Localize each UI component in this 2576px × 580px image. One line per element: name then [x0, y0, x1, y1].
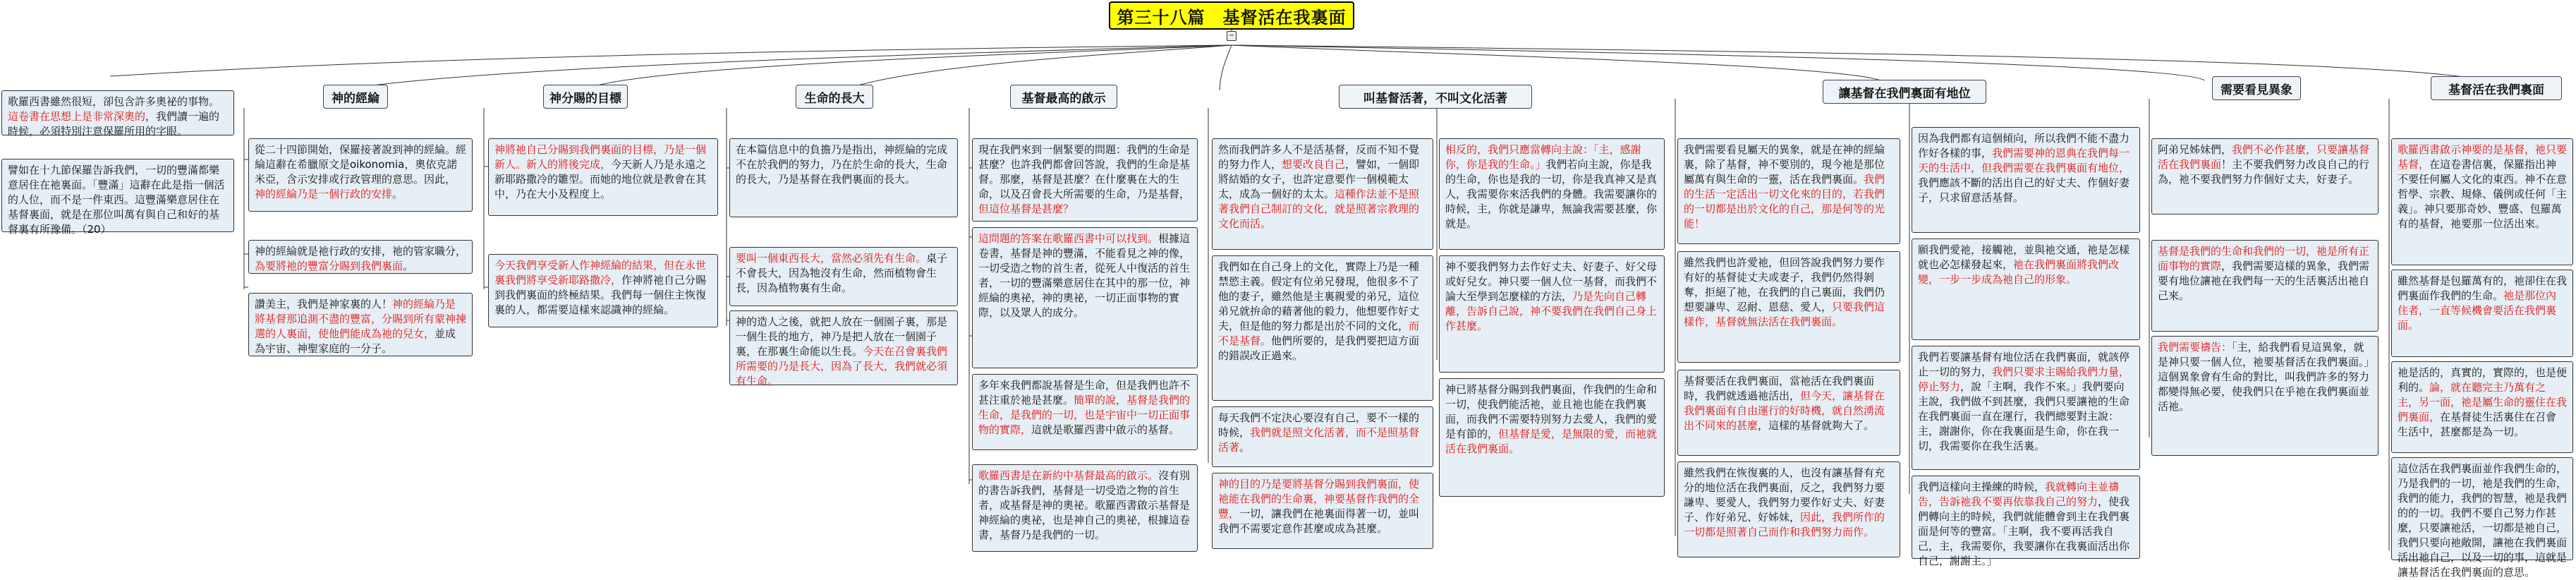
body-text: 雖然基督是包羅萬有的，祂卻住在我們裏面作我們的生命。 [2398, 274, 2568, 302]
body-text: 歌羅西書雖然很短，卻包含許多奧祕的事物。 [8, 95, 220, 108]
body-text: 然而我們許多人不是活基督，反而不知不覺的努力作人， [1218, 143, 1420, 171]
body-text: 今天新人乃是永遠之新耶路撒冷的雛型。而她的地位就是教會在其中，乃在大小及程度上。 [494, 158, 707, 200]
body-text: 我們若要讓基督有地位活在我們裏面，就該停止一切的努力， [1918, 351, 2130, 378]
note-box-growth-3 [729, 310, 958, 385]
note-box-lives-1 [2391, 138, 2573, 265]
category-dispensing-goal[interactable]: 神分賜的目標 [543, 85, 628, 109]
body-text: ，我們讀一遍的時候，必須特別注意保羅所用的字眼。 [8, 110, 220, 138]
highlighted-text: 論，就在聽完主乃萬有之主，另一面，祂是屬生命的靈住在我們裏面， [2398, 381, 2568, 423]
note-box-economy-2 [248, 240, 473, 274]
highlighted-text: 今天我們享受新人作神經綸的結果，但在永世裏我們將享受新耶路撒冷， [494, 259, 707, 286]
note-box-culture-5 [1439, 138, 1665, 250]
category-highest-revelation[interactable]: 基督最高的啟示 [1010, 85, 1117, 109]
body-text: ，使我們轉向主的時候，我們就能體會到主在我們裏面是何等的豐富。「主啊，我不要再活我自己，主，我需要你，我要讓你在我裏面活出你自己，謝謝主。」 [1918, 495, 2130, 567]
body-text: 現在我們來到一個緊要的問題：我們的生命是甚麼？也許我們都會回答說，我們的生命是基督。那麼，基督是甚麼？在什麼裏在大的生命，以及召會長大所需要的生命，乃是基督， [978, 143, 1191, 200]
body-text: 這位活在我們裏面並作我們生命的，乃是我們的一切，祂是我們的生命，我們的能力，我們的智慧，祂是我們的的一切。我們不要自己努力作甚麼，只要讓祂活，一切都是祂自己，我們只要向祂敞開，讓祂在我們裏面活出祂自己，以及一切的事，這就是讓基督活在我們裏面的意思。 [2398, 462, 2568, 579]
body-text: 我們如在自己身上的文化，實際上乃是一種禁慾主義。假定有位弟兄發現，他很多不了他的妻子，雖然他是主裏親愛的弟兄，這位弟兄就拚命的藉著他的毅力，他想要作好丈夫，但是他的努力都是出於不同的文化， [1218, 260, 1420, 332]
highlighted-text: 這卷書在思想上是非常深奧的 [8, 110, 146, 123]
note-box-lives-3 [2391, 361, 2573, 453]
highlighted-text: 歌羅西書是在新約中基督最高的啟示。 [978, 469, 1159, 482]
collapse-toggle-icon[interactable]: − [1227, 31, 1237, 41]
body-text: 多年來我們都說基督是生命，但是我們也許不甚注重於祂是甚麼。 [978, 379, 1191, 406]
highlighted-text: 因此，我們所作的一切都是照著自己而作和我們努力而作。 [1684, 511, 1885, 538]
highlighted-text: 神的經綸乃是將基督那追測不盡的豐富，分賜到所有蒙神揀選的人裏面，使他們能成為祂的兒女， [255, 298, 467, 340]
highlighted-text: 想要改良自己 [1282, 158, 1346, 171]
body-text: 我們若向主說，你是我的生命，你也是我的一切，你是我真神又是真人，我需要你來活我們的身體。我需要讓你的時候，主，你就是謙卑，無論我需要甚麼，你就是。 [1445, 158, 1658, 230]
note-box-place-5 [1912, 127, 2140, 233]
highlighted-text: 我們就是照文化活著，而不是照基督活著 [1218, 426, 1420, 454]
body-text: 「主，給我們看見這異象，就是神只要一個人位，祂要基督活在我們裏面。」這個異象會有生命的對比，叫我們許多的努力都變得無必要，使我們只在乎祂在我們裏面並活祂。 [2158, 341, 2370, 413]
body-text: 阿弟兄姊妹們， [2158, 143, 2232, 156]
body-text: 並成為宇宙、神聖家庭的一分子。 [255, 327, 456, 355]
body-text: 。 [1239, 441, 1251, 454]
highlighted-text: 乃是先向自己轉離，告訴自己說，神不要我們在我們自己身上作甚麼。 [1445, 290, 1658, 332]
note-box-vision-1 [2151, 138, 2378, 215]
highlighted-text: 今天在召會裏我們所需要的乃是長大，因為了長大，我們就必須有生命。 [736, 345, 948, 387]
note-box-goal-1 [488, 138, 718, 216]
note-box-growth-2 [729, 247, 958, 306]
highlighted-text: 祂是那位內住者，一直等候機會要活在我們裏面。 [2398, 289, 2557, 332]
highlighted-text: 我們不必作甚麼，只要讓基督活在我們裏面 [2158, 143, 2370, 171]
highlighted-text: 要叫一個東西長大，當然必須先有生命。 [736, 252, 927, 265]
body-text: 祂是活的，真實的，實際的，也是便利的。 [2398, 366, 2568, 394]
note-box-place-7 [1912, 346, 2140, 470]
body-text: 在這卷書信裏，保羅指出神不要任何屬人文化的東西。神不在意哲學、宗教、規條、儀例或任何「主義」。神只要那奇妙、豐盛、包羅萬有的基督，祂要那一位活出來。 [2398, 158, 2568, 230]
note-box-vision-2 [2151, 240, 2378, 332]
category-growth-of-life[interactable]: 生命的長大 [796, 85, 873, 109]
note-box-culture-4 [1212, 473, 1433, 549]
highlighted-text: 但基督是愛，是無限的愛，而祂就活在我們裏面。 [1445, 428, 1658, 455]
note-box-culture-3 [1212, 406, 1433, 467]
note-box-place-4 [1677, 461, 1900, 557]
highlighted-text: 簡單的說，基督是我們的生命，是我們的一切，也是宇宙中一切正面事物的實際， [978, 394, 1191, 436]
note-box-revelation-4 [972, 464, 1198, 552]
body-text: 根據這卷書，基督是神的豐滿，不能看見之神的像，一切受造之物的首生者，從死人中復活的首生者，一切的豐滿樂意居住在其中的那一位，神經綸的奧祕，神的奧祕，一切正面事物的實際，以及眾人的成分。 [978, 232, 1191, 319]
highlighted-text: 神將祂自己分賜到我們裏面的目標，乃是一個新人。新人的將後完成， [494, 143, 707, 171]
note-box-culture-1 [1212, 138, 1433, 250]
highlighted-text: 為要將祂的豐富分賜到我們裏面 [255, 260, 403, 272]
highlighted-text: 但今天，讓基督在我們裏面有自由運行的好時機，就自然湧流出不同來的甚麼 [1684, 389, 1885, 432]
note-box-economy-3 [248, 293, 473, 356]
category-live-christ-not-culture[interactable]: 叫基督活著，不叫文化活著 [1339, 85, 1532, 109]
body-text: 沒有別的書告訴我們，基督是一切受造之物的首生者，或基督是神的奧祕。歌羅西書啟示基督是神經綸的奧祕，也是神自己的奧祕， [978, 469, 1191, 526]
body-text: 在本篇信息中的負擔乃是指出，神經綸的完成不在於我們的努力，乃在於生命的長大，生命的長大，乃是基督在我們裏面的長大。 [736, 143, 948, 186]
highlighted-text: 相反的，我們只應當轉向主說：「主，感謝你，你是我的生命。」 [1445, 143, 1641, 171]
note-box-place-2 [1677, 251, 1900, 363]
body-text: 。 [392, 188, 403, 200]
body-text: 譬如在十九節保羅告訴我們，一切的豐滿都樂意居住在祂裏面。「豐滿」這辭在此是指一個活的人位，而不是一件東西。這豐滿樂意居住在基督裏面，就是在那位叫萬有與自己和好的基督裏有所豫備。（20） [8, 164, 225, 236]
body-text: 從二十四節開始，保羅接著說到神的經綸。經綸這辭在希臘原文是oikonomia，奧依克諾米亞，含示安排或行政管理的意思。因此， [255, 143, 467, 186]
highlighted-text: 我們的生活一定活出一切文化來的目的，若我們的一切都是出於文化的自己，那是何等的光能！ [1684, 173, 1885, 230]
body-text: ，我們需要這樣的異象，我們需要有地位讓祂在我們每一天的生活裏活出祂自己來。 [2158, 260, 2370, 302]
highlighted-text: 我們只要求主賜給我們力量，停止努力 [1918, 365, 2130, 393]
body-text: ！主不要我們努力改良自己的行為，祂不要我們努力作個好丈夫，好妻子。 [2158, 158, 2370, 186]
body-text: 。 [403, 260, 414, 272]
note-box-culture-6 [1439, 255, 1665, 373]
note-box-intro-1 [1, 90, 234, 138]
body-text: ，譬如，一個即將結婚的女子，也許定意要作一個模範太太，成為一個好的太太。 [1218, 158, 1420, 200]
highlighted-text: 而不是基督。 [1218, 320, 1420, 347]
body-text: 作神將祂自己分賜到我們裏面的終極結果。我們每一個住主恢復裏的人，都需要這樣來認識神的經綸。 [494, 274, 707, 316]
note-box-lives-2 [2391, 270, 2573, 357]
body-text: 在基督徒生活裏住在召會生活中，甚麼都是為一切。 [2398, 411, 2557, 438]
category-give-christ-place[interactable]: 讓基督在我們裏面有地位 [1823, 80, 1986, 104]
highlighted-text: 只要我們這樣作，基督就無法活在我們裏面。 [1684, 301, 1885, 328]
note-box-growth-1 [729, 138, 958, 217]
highlighted-text: 但這位基督是甚麼？ [978, 203, 1074, 215]
body-text: 每天我們不定決心要沒有自己，要不一樣的時候， [1218, 411, 1420, 439]
category-divine-economy[interactable]: 神的經綸 [323, 85, 388, 109]
note-box-culture-2 [1212, 255, 1433, 401]
body-text: 我們應該不斷的活出自己的好丈夫、作個好妻子，只求留意活基督。 [1918, 176, 2130, 204]
note-box-place-8 [1912, 476, 2140, 567]
body-text: 一切，讓我們在祂裏面得著一切，並叫我們不需要定意作甚麼或成為甚麼。 [1218, 507, 1420, 535]
note-box-culture-7 [1439, 378, 1665, 497]
root-title[interactable]: 第三十八篇 基督活在我裏面 [1109, 1, 1354, 30]
highlighted-text: 我們需要神的恩典在我們每一天的生活中，但我們需要在我們裏面有地位， [1918, 147, 2130, 174]
body-text: 神不要我們努力去作好丈夫、好妻子、好父母或好兒女。神只要一個人位一基督，而我們不論大至學到怎麼樣的方法， [1445, 260, 1658, 303]
note-box-vision-3 [2151, 336, 2378, 456]
note-box-economy-1 [248, 138, 473, 212]
body-text: 因為我們都有這個傾向，所以我們不能不盡力作好各樣的事， [1918, 132, 2130, 159]
body-text: 神的造人之後，就把人放在一個園子裏，那是一個生長的地方，神乃是把人放在一個園子裏，在那裏生命能以生長。 [736, 315, 948, 358]
body-text: 這就是歌羅西書中啟示的基督。 [1031, 423, 1180, 436]
highlighted-text: 祂在我們裏面將我們改變，一步一步成為祂自己的形象。 [1918, 258, 2120, 286]
body-text: 讚美主，我們是神家裏的人！ [255, 298, 393, 310]
highlighted-text: 我就轉向主並禱告，告訴祂我不要再依靠我自己的努力 [1918, 481, 2120, 508]
highlighted-text: 這問題的答案在歌羅西書中可以找到。 [978, 232, 1159, 245]
body-text: 願我們愛祂，接觸祂，並與祂交通，祂是怎樣就也必怎樣發起來， [1918, 243, 2130, 271]
highlighted-text: 神的經綸乃是一個行政的安排 [255, 188, 393, 200]
body-text: 神已將基督分賜到我們裏面，作我們的生命和一切，使我們能活祂，並且祂也能在我們裏面，而我們不需要特別努力去愛人，我們的愛是有節的， [1445, 383, 1658, 440]
note-box-revelation-2 [972, 227, 1198, 368]
note-box-revelation-3 [972, 374, 1198, 450]
category-christ-lives-in-us[interactable]: 基督活在我們裏面 [2431, 76, 2562, 100]
body-text: 神的經綸就是祂行政的安排，祂的管家職分， [255, 245, 467, 258]
highlighted-text: 神的目的乃是要將基督分賜到我們裏面，使祂能在我們的生命裏，神要基督作我們的全豐， [1218, 478, 1420, 520]
body-text: ，說「主啊，我作不來。」我們要向主說，我們做不到甚麼，我們只要讓祂的生命在我們裏面一直在運行，我們總要對主說：主，謝謝你，你在我裏面是生命，你在我一切，我需要你在我生活裏。 [1918, 380, 2130, 452]
note-box-place-1 [1677, 138, 1900, 244]
highlighted-text: 基督是我們的生命和我們的一切，祂是所有正面事物的實際 [2158, 245, 2370, 272]
note-box-revelation-1 [972, 138, 1198, 222]
highlighted-text: 歌羅西書啟示神要的是基督，祂只要基督， [2398, 143, 2568, 171]
body-text: 基督要活在我們裏面，當祂活在我們裏面時，我們就透過祂活出， [1684, 375, 1875, 402]
body-text: 他們所要的，是我們要把這方面的錯誤改正過來。 [1218, 334, 1420, 362]
body-text: 雖然我們也許愛祂，但回答說我們努力要作有好的基督徒丈夫或妻子，我們仍然得剝奪，拒絕了祂，在我們的自己裏面，我們仍想要謙卑、忍耐、恩慈、愛人， [1684, 256, 1885, 313]
note-box-intro-2 [1, 159, 234, 236]
body-text: 根據這卷書，基督乃是我們的一切。 [978, 514, 1191, 541]
note-box-place-6 [1912, 238, 2140, 340]
body-text: 我們需要看見屬天的異象，就是在神的經綸裏，除了基督，神不要別的，現今祂是那位屬萬有與生命的一靈，活在我們裏面。 [1684, 143, 1885, 186]
note-box-lives-4 [2391, 457, 2573, 579]
body-text: 桌子不會長大，因為牠沒有生命，然而植物會生長，因為植物裏有生命。 [736, 252, 948, 294]
body-text: ，這樣的基督就夠大了。 [1758, 419, 1875, 432]
highlighted-text: 我們需要禱告： [2158, 341, 2232, 354]
body-text: 雖然我們在恢復裏的人，也沒有讓基督有充分的地位活在我們裏面，反之，我們努力要謙卑、要愛人，我們努力要作好丈夫、好妻子、作好弟兄、好姊妹， [1684, 466, 1885, 524]
note-box-place-3 [1677, 370, 1900, 456]
category-need-vision[interactable]: 需要看見異象 [2212, 76, 2301, 100]
body-text: 我們這樣向主操練的時候， [1918, 481, 2046, 493]
note-box-goal-2 [488, 254, 718, 327]
highlighted-text: 這種作法並不是照著我們自己制訂的文化，就是照著宗教理的文化而活。 [1218, 188, 1420, 230]
